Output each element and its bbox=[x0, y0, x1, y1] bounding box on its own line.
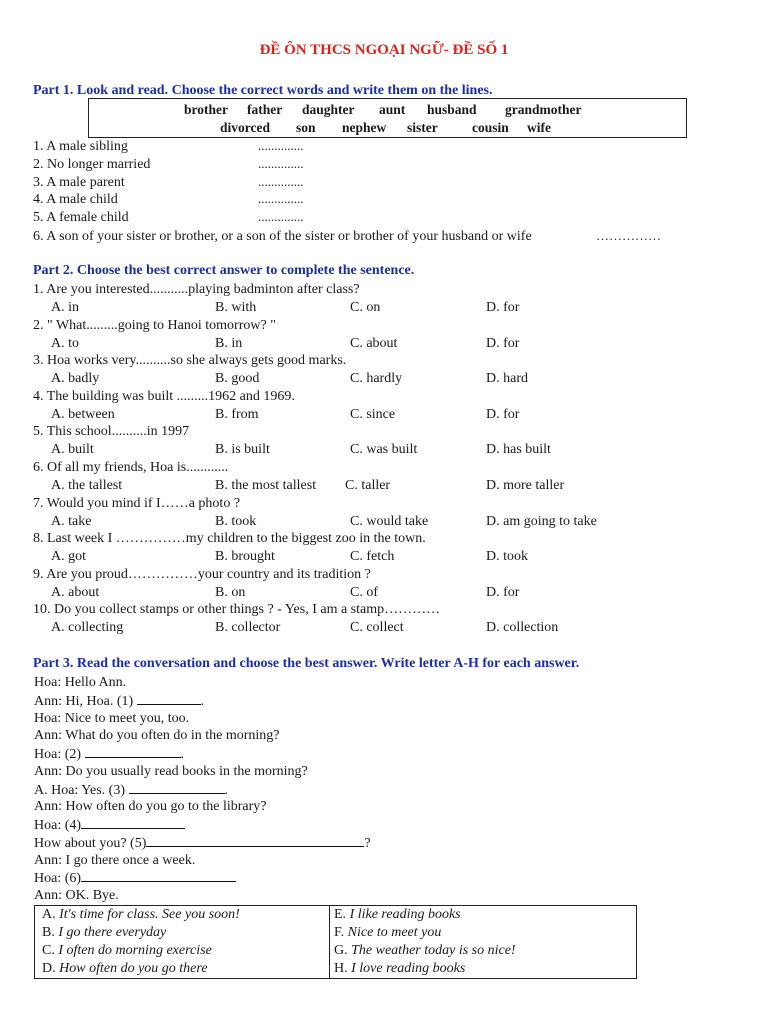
word: wife bbox=[527, 120, 551, 135]
conversation-line bbox=[34, 852, 195, 869]
answer-options-table bbox=[34, 905, 637, 979]
conversation-line bbox=[34, 727, 279, 744]
conversation-text: A. Hoa: Yes. (3) bbox=[34, 783, 129, 798]
answer-option[interactable]: A. got bbox=[51, 549, 86, 564]
choice-text: I love reading books bbox=[351, 961, 466, 976]
conversation-text: Ann: What do you often do in the morning? bbox=[34, 728, 280, 743]
part2-question: 3. Hoa works very..........so she always gets good marks. bbox=[33, 353, 347, 368]
word: son bbox=[296, 120, 316, 135]
answer-option[interactable]: C. would take bbox=[350, 514, 429, 529]
answer-option[interactable]: B. brought bbox=[215, 549, 275, 564]
conversation-line bbox=[34, 710, 189, 727]
answer-blank[interactable] bbox=[81, 816, 185, 829]
part2-question: 10. Do you collect stamps or other things ? - Yes, I am a stamp………… bbox=[33, 602, 441, 617]
choice-letter: H. bbox=[334, 961, 352, 976]
punctuation: ? bbox=[364, 836, 371, 851]
conversation-text: Ann: OK. Bye. bbox=[34, 888, 119, 903]
answer-option[interactable]: C. since bbox=[350, 407, 396, 422]
part2-question: 8. Last week I ……………my children to the biggest zoo in the town. bbox=[33, 531, 426, 546]
punctuation: . bbox=[200, 694, 205, 709]
conversation-line bbox=[34, 816, 185, 834]
conversation-text: Ann: How often do you go to the library? bbox=[34, 799, 267, 814]
part2-question: 1. Are you interested...........playing badminton after class? bbox=[33, 282, 360, 297]
answer-choice bbox=[42, 943, 212, 959]
conversation-text: Hoa: (6) bbox=[34, 871, 82, 886]
answer-option[interactable]: C. collect bbox=[350, 620, 404, 635]
conversation-line bbox=[34, 674, 126, 691]
word: sister bbox=[407, 120, 438, 135]
table-divider bbox=[329, 906, 330, 978]
answer-choice bbox=[42, 961, 208, 977]
answer-blank[interactable] bbox=[85, 745, 181, 758]
answer-option[interactable]: B. in bbox=[215, 336, 243, 351]
choice-text: I often do morning exercise bbox=[58, 943, 212, 958]
answer-option[interactable]: C. taller bbox=[345, 478, 391, 493]
answer-option[interactable]: B. good bbox=[215, 371, 260, 386]
answer-option[interactable]: D. am going to take bbox=[486, 514, 597, 529]
page-title: ĐỀ ÔN THCS NGOẠI NGỮ- ĐỀ SỐ 1 bbox=[259, 42, 509, 58]
part1-item: 4. A male child bbox=[33, 192, 118, 207]
choice-text: It's time for class. See you soon! bbox=[59, 907, 240, 922]
answer-option[interactable]: A. collecting bbox=[51, 620, 124, 635]
conversation-text: Hoa: (4) bbox=[34, 818, 82, 833]
part2-question: 7. Would you mind if I……a photo ? bbox=[33, 496, 241, 511]
part1-item: 3. A male parent bbox=[33, 175, 125, 190]
answer-choice bbox=[334, 925, 441, 941]
conversation-text: Ann: Do you usually read books in the morning? bbox=[34, 764, 308, 779]
answer-option[interactable]: C. hardly bbox=[350, 371, 403, 386]
answer-choice bbox=[42, 925, 166, 941]
answer-choice bbox=[334, 943, 516, 959]
answer-option[interactable]: D. hard bbox=[486, 371, 528, 386]
conversation-line bbox=[34, 834, 371, 852]
answer-option[interactable]: D. for bbox=[486, 336, 520, 351]
answer-blank[interactable] bbox=[137, 692, 201, 705]
answer-option[interactable]: C. on bbox=[350, 300, 381, 315]
answer-blank: …………… bbox=[596, 228, 661, 243]
part1-item: 2. No longer married bbox=[33, 157, 151, 172]
part1-item: 1. A male sibling bbox=[33, 139, 128, 154]
part2-question: 6. Of all my friends, Hoa is............ bbox=[33, 460, 229, 475]
choice-text: I like reading books bbox=[349, 907, 461, 922]
answer-option[interactable]: D. for bbox=[486, 585, 520, 600]
choice-text: The weather today is so nice! bbox=[351, 943, 516, 958]
answer-option[interactable]: A. to bbox=[51, 336, 79, 351]
choice-text: Nice to meet you bbox=[347, 925, 442, 940]
answer-blank: .............. bbox=[258, 209, 304, 224]
conversation-text: Hoa: Hello Ann. bbox=[34, 675, 127, 690]
answer-choice bbox=[334, 907, 461, 923]
answer-option[interactable]: B. with bbox=[215, 300, 257, 315]
choice-letter: G. bbox=[334, 943, 352, 958]
word: divorced bbox=[220, 120, 270, 135]
conversation-line bbox=[34, 781, 228, 799]
answer-option[interactable]: B. the most tallest bbox=[215, 478, 317, 493]
answer-blank: .............. bbox=[258, 138, 304, 153]
choice-text: How often do you go there bbox=[59, 961, 208, 976]
choice-letter: C. bbox=[42, 943, 59, 958]
answer-option[interactable]: B. took bbox=[215, 514, 257, 529]
conversation-text: Hoa: (2) bbox=[34, 747, 85, 762]
answer-option[interactable]: D. for bbox=[486, 300, 520, 315]
answer-option[interactable]: B. is built bbox=[215, 442, 270, 457]
choice-letter: E. bbox=[334, 907, 350, 922]
choice-text: I go there everyday bbox=[58, 925, 167, 940]
answer-choice bbox=[334, 961, 465, 977]
answer-option[interactable]: B. on bbox=[215, 585, 246, 600]
part3-heading: Part 3. Read the conversation and choose the best answer. Write letter A-H for each answer. bbox=[33, 656, 580, 671]
answer-option[interactable]: A. the tallest bbox=[51, 478, 123, 493]
part2-question: 5. This school..........in 1997 bbox=[33, 424, 190, 439]
punctuation: . bbox=[180, 747, 185, 762]
word: father bbox=[247, 102, 283, 117]
answer-blank[interactable] bbox=[129, 781, 225, 794]
part2-question: 9. Are you proud……………your country and its tradition ? bbox=[33, 567, 371, 582]
answer-option[interactable]: D. took bbox=[486, 549, 528, 564]
answer-option[interactable]: D. collection bbox=[486, 620, 559, 635]
answer-option[interactable]: D. more taller bbox=[486, 478, 565, 493]
part1-heading: Part 1. Look and read. Choose the correct words and write them on the lines. bbox=[33, 83, 493, 98]
part1-item: 5. A female child bbox=[33, 210, 129, 225]
conversation-text: Ann: Hi, Hoa. (1) bbox=[34, 694, 137, 709]
choice-letter: F. bbox=[334, 925, 348, 940]
conversation-text: Ann: I go there once a week. bbox=[34, 853, 196, 868]
answer-option[interactable]: D. for bbox=[486, 407, 520, 422]
answer-option[interactable]: A. badly bbox=[51, 371, 100, 386]
part2-question: 4. The building was built .........1962 and 1969. bbox=[33, 389, 295, 404]
part1-item: 6. A son of your sister or brother, or a son of the sister or brother of your husband or wife bbox=[33, 229, 532, 244]
answer-option[interactable]: C. about bbox=[350, 336, 398, 351]
choice-letter: B. bbox=[42, 925, 59, 940]
word: aunt bbox=[379, 102, 406, 117]
word: brother bbox=[184, 102, 228, 117]
answer-option[interactable]: A. between bbox=[51, 407, 115, 422]
part2-question: 2. " What.........going to Hanoi tomorrow? " bbox=[33, 318, 276, 333]
conversation-line bbox=[34, 869, 236, 887]
conversation-text: How about you? (5) bbox=[34, 836, 147, 851]
word: husband bbox=[427, 102, 477, 117]
answer-option[interactable]: A. take bbox=[51, 514, 92, 529]
word: grandmother bbox=[505, 102, 582, 117]
conversation-text: Hoa: Nice to meet you, too. bbox=[34, 711, 190, 726]
conversation-line bbox=[34, 798, 267, 815]
punctuation: . bbox=[224, 783, 228, 798]
word: daughter bbox=[302, 102, 355, 117]
answer-option[interactable]: B. collector bbox=[215, 620, 281, 635]
answer-choice bbox=[42, 907, 240, 923]
answer-blank: .............. bbox=[258, 191, 304, 206]
word: nephew bbox=[342, 120, 387, 135]
choice-letter: A. bbox=[42, 907, 60, 922]
choice-letter: D. bbox=[42, 961, 60, 976]
conversation-line bbox=[34, 887, 119, 904]
answer-blank[interactable] bbox=[81, 869, 236, 882]
conversation-line bbox=[34, 692, 204, 710]
answer-option[interactable]: A. about bbox=[51, 585, 100, 600]
answer-option[interactable]: C. was built bbox=[350, 442, 418, 457]
answer-blank: .............. bbox=[258, 174, 304, 189]
answer-option[interactable]: C. of bbox=[350, 585, 378, 600]
answer-blank[interactable] bbox=[146, 834, 364, 847]
word-box bbox=[88, 98, 687, 138]
answer-blank: .............. bbox=[258, 156, 304, 171]
conversation-line bbox=[34, 745, 184, 763]
word: cousin bbox=[472, 120, 509, 135]
answer-option[interactable]: C. fetch bbox=[350, 549, 395, 564]
answer-option[interactable]: B. from bbox=[215, 407, 259, 422]
answer-option[interactable]: A. in bbox=[51, 300, 79, 315]
answer-option[interactable]: A. built bbox=[51, 442, 94, 457]
answer-option[interactable]: D. has built bbox=[486, 442, 551, 457]
part2-heading: Part 2. Choose the best correct answer to complete the sentence. bbox=[33, 263, 415, 278]
conversation-line bbox=[34, 763, 308, 780]
